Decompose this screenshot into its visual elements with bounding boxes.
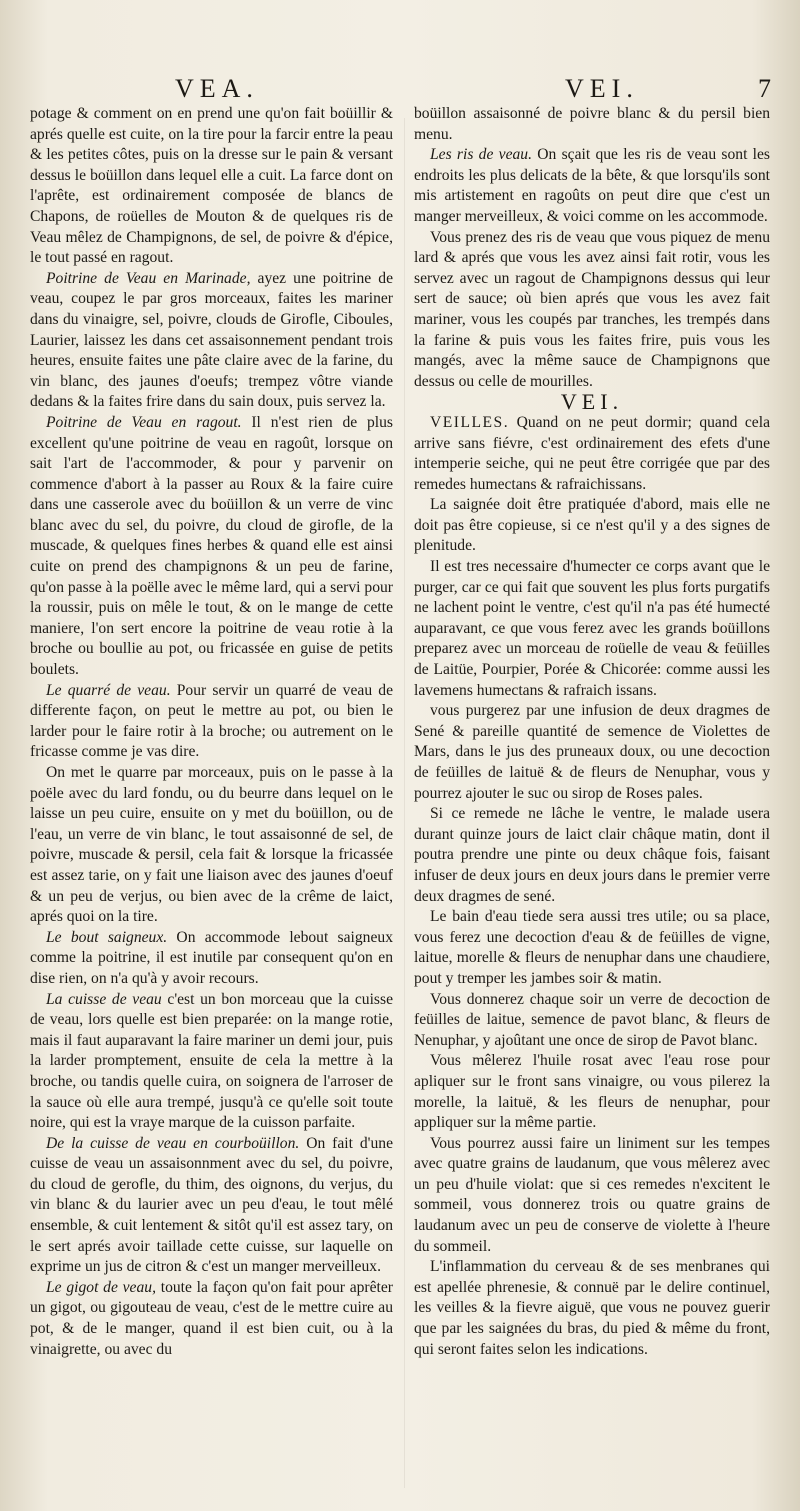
- paragraph: Le quarré de veau. Pour servir un quarré de veau de differente façon, on peut le mettre au pot, ou bien le larder pour le faire rotir à la broche; ou autrement on le fricasse comme je vas dire.: [30, 681, 393, 761]
- paragraph: Poitrine de Veau en ragout. Il n'est rien de plus excellent qu'une poitrine de veau en ragoût, lorsque on sait l'art de l'accommoder, & pour y parvenir on commence d'abort à la passer au Roux & la faire cuire dans une casserole avec du boüillon & un verre de vinc blanc avec du sel, du poivre, du cloud de girofle, de la muscade, & quelques fines herbes & quand elle est ainsi cuite on prend des champignons & un peu de farine, qu'on passe à la poëlle avec le même lard, qui a servi pour la roussir, puis on mêle le tout, & on le mange de cette maniere, l'on sert encore la poitrine de veau rotie à la broche ou boullie au pot, ou fricassée en guise de petits boulets.: [30, 413, 393, 679]
- paragraph: Si ce remede ne lâche le ventre, le malade usera durant quinze jours de laict clair châque matin, dont il poutra prendre une pinte ou deux châque fois, faisant infuser de deux jours en deux jours dans le premier verre deux dragmes de sené.: [414, 805, 770, 905]
- paragraph: La saignée doit être pratiquée d'abord, mais elle ne doit pas être copieuse, si ce n'est qu'il y a des signes de plenitude.: [414, 496, 770, 555]
- paragraph: On met le quarre par morceaux, puis on le passe à la poële avec du lard fondu, ou du beurre dans lequel on le laisse un peu cuire, ensuite on y met du boüillon, ou de l'eau, un verre de vin blanc, le tout assaisonné de sel, de poivre, muscade & persil, cela fait & lorsque la fricassée est assez tarie, on y fait une liaison avec des jaunes d'oeuf & un peu de verjus, ou bien avec de la crême de laict, aprés quoi on la tire.: [30, 764, 393, 926]
- column-gutter: [404, 118, 405, 1488]
- paragraph: Vous prenez des ris de veau que vous piquez de menu lard & aprés que vous les avez ainsi fait rotir, vous les servez avec un ragout de Champignons dessus qui leur sert de sauce; où bien aprés que vous les avez fait mariner, vous les coupés par tranches, les trempés dans la farine & puis vous les faites frire, puis vous les mangés, avec la même sauce de Champignons que dessus ou celle de mourilles.: [414, 228, 770, 390]
- entry-heading: VEILLES.: [430, 413, 510, 431]
- paragraph: Le bout saigneux. On accommode lebout saigneux comme la poitrine, il est inutile par consequent qu'on en dise rien, on n'a qu'à y avoir recours.: [30, 928, 393, 987]
- section-heading: VEI.: [560, 389, 624, 415]
- paragraph: boüillon assaisonné de poivre blanc & du persil bien menu.: [414, 105, 770, 143]
- entry-heading: Les ris de veau.: [430, 146, 533, 164]
- paragraph: La cuisse de veau c'est un bon morceau que la cuisse de veau, lors quelle est bien preparée: on la mange rotie, mais il faut auparavant la faire mariner un demi jour, puis la larder promptement, ensuite de cela la mettre à la broche, ou tandis quelle cuira, on soignera de l'arroser de la sauce où elle aura trempé, jusqu'à ce qu'elle soit toute noire, qui est la vraye marque de la cuisson parfaite.: [30, 990, 393, 1132]
- paragraph: VEILLES. Quand on ne peut dormir; quand cela arrive sans fiévre, c'est ordinairement des efets d'une intemperie seiche, qui ne peut être corrigée que par des remedes humectans & rafraichissans.: [414, 413, 770, 493]
- entry-heading: Le bout saigneux.: [46, 928, 168, 946]
- entry-heading: Le quarré de veau.: [46, 681, 171, 699]
- paragraph: Les ris de veau. On sçait que les ris de veau sont les endroits les plus delicats de la bête, & que lorsqu'ils sont mis artistement en ragoûts on peut dire que c'est un manger merveilleux, & voici comme on les accommode.: [414, 146, 771, 225]
- paragraph: Le bain d'eau tiede sera aussi tres utile; ou sa place, vous ferez une decoction d'eau & de feüilles de vigne, laitue, morelle & fleurs de nenuphar dans une chaudiere, pout y tremper les jambes soir & matin.: [414, 908, 770, 987]
- paragraph: Il est tres necessaire d'humecter ce corps avant que le purger, car ce qui fait que souvent les plus forts purgatifs ne lachent point le ventre, c'est qu'il n'a pas été humecté auparavant, ce que vous ferez avec les grands boüillons preparez avec un morceau de roüelle de veau & feüilles de Laitüe, Pourpier, Porée & Chicorée: comme aussi les lavemens humectans & rafraich issans.: [414, 558, 770, 699]
- paragraph: Vous mêlerez l'huile rosat avec l'eau rose pour apliquer sur le front sans vinaigre, ou vous pilerez la morelle, la laituë, & les fleurs de nenuphar, pour appliquer sur la même partie.: [414, 1052, 770, 1132]
- entry-heading: Poitrine de Veau en ragout.: [46, 413, 242, 431]
- paragraph: Vous pourrez aussi faire un liniment sur les tempes avec quatre grains de laudanum, que vous mêlerez avec un peu d'huile violat: que si ces remedes n'excitent le sommeil, vous donnerez trois ou quatre grains de laudanum avec un peu de conserve de violette à l'heure du sommeil.: [414, 1134, 770, 1255]
- paragraph: Le gigot de veau, toute la façon qu'on fait pour aprêter un gigot, ou gigouteau de veau, c'est de le mettre cuire au pot, & de le manger, quand il est bien cuit, ou à la vinaigrette, ou avec du: [30, 1278, 393, 1358]
- entry-heading: Poitrine de Veau en Marinade,: [46, 269, 251, 287]
- right-running-head: VEI.: [565, 74, 639, 103]
- right-column: [414, 104, 770, 1360]
- left-column: [30, 104, 393, 1360]
- paragraph: Poitrine de Veau en Marinade, ayez une poitrine de veau, coupez le par gros morceaux, faites les mariner dans du vinaigre, sel, poivre, clouds de Girofle, Ciboules, Laurier, laissez les dans cet assaisonnement pendant trois heures, ensuite faites une pâte claire avec de la farine, du vin blanc, des jaunes d'oeufs; trempez vôtre viande dedans & la faites frire dans du sain doux, puis servez la.: [30, 269, 393, 411]
- entry-heading: Le gigot de veau,: [46, 1278, 156, 1296]
- entry-heading: La cuisse de veau: [46, 990, 162, 1008]
- paragraph: Vous donnerez chaque soir un verre de decoction de feüilles de laitue, semence de pavot blanc, & fleurs de Nenuphar, y ajoûtant une once de sirop de Pavot blanc.: [414, 990, 770, 1049]
- entry-heading: De la cuisse de veau en courboüillon.: [46, 1134, 300, 1152]
- left-running-head: VEA.: [175, 74, 259, 103]
- page-number: 7: [758, 74, 771, 103]
- paragraph: potage & comment on en prend une qu'on fait boüillir & aprés quelle est cuite, on la tire pour la farcir entre la peau & les petites côtes, puis on la dresse sur le pain & versant dessus le boüillon dans lequel elle a cuit. La farce dont on l'aprête, est ordinairement composée de blancs de Chapons, de roüelles de Mouton & de quelques ris de Veau mêlez de Champignons, de sel, de poivre & d'épice, le tout passé en ragout.: [30, 105, 393, 267]
- paragraph: De la cuisse de veau en courboüillon. On fait d'une cuisse de veau un assaisonnment avec du sel, du poivre, du cloud de gerofle, du thim, des oignons, du verjus, du vin blanc & du laurier avec un peu d'eau, le tout mêlé ensemble, & cuit lentement & sitôt qu'il est assez tary, on le sert aprés avoir taillade cette cuisse, sur laquelle on exprime un jus de citron & c'est un manger merveilleux.: [30, 1134, 393, 1276]
- paragraph: vous purgerez par une infusion de deux dragmes de Sené & pareille quantité de semence de Violettes de Mars, dans le jus des pruneaux doux, ou une decoction de feüilles de laituë & de fleurs de Nenuphar, vous y pourrez ajouter le suc ou sirop de Roses pales.: [414, 702, 770, 802]
- paragraph: L'inflammation du cerveau & de ses menbranes qui est apellée phrenesie, & connuë par le delire continuel, les veilles & la fievre aiguë, que vous ne pouvez guerir que par les saignées du bras, du pied & même du front, qui seront faites selon les indications.: [414, 1258, 770, 1358]
